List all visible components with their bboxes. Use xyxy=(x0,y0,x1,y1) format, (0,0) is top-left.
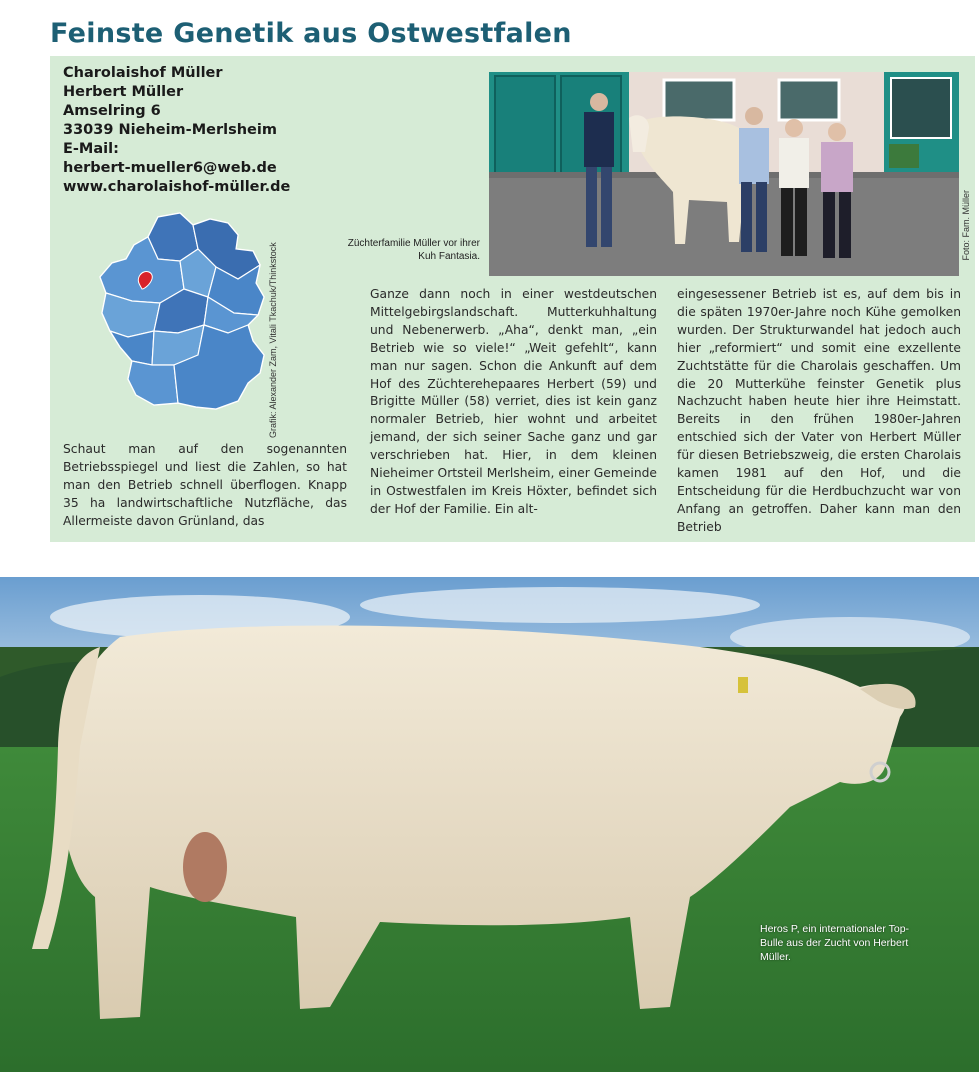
contact-block xyxy=(63,64,383,197)
germany-map xyxy=(88,205,328,445)
article-column-3: eingesessener Betrieb ist es, auf dem bis in die späten 1970er-Jahre noch Kühe gemolken wurden. Der Strukturwandel hat jedoch auch hier „reformiert“ und somit eine exzellente Zuchtstätte für die Charolais geschaffen. Um die 20 Mutterkühe feinster Genetik plus Nachzucht haben heute hier ihre Heimstatt. Bereits in den frühen 1980er-Jahren entschied sich der Vater von Herbert Müller für diesen Betriebszweig, die ersten Charolais kamen 1981 auf den Hof, und die Entscheidung für die Herdbuchzucht war von Anfang an getroffen. Daher kann man den Betrieb xyxy=(677,287,961,534)
contact-website[interactable]: www.charolaishof-müller.de xyxy=(63,179,291,195)
article-column-1: Schaut man auf den sogenannten Betriebsspiegel und liest die Zahlen, so hat man den Betrieb schnell überflogen. Knapp 35 ha landwirtschaftliche Nutzfläche, das Allermeiste davon Grünland, das xyxy=(63,442,347,528)
family-photo-credit: Foto: Fam. Müller xyxy=(961,190,971,261)
contact-line: 33039 Nieheim-Merlsheim xyxy=(63,122,277,138)
map-credit: Grafik: Alexander Zam, Vitali Tkachuk/Thinkstock xyxy=(268,242,278,438)
article-column-2: Ganze dann noch in einer westdeutschen Mittelgebirgslandschaft. Mutterkuhhaltung und Nebenerwerb. „Aha“, denkt man, „ein Betrieb wie so viele!“ „Weit gefehlt“, kann man nur sagen. Schon die Ankunft auf dem Hof des Züchterehepaares Herbert (59) und Brigitte Müller (58) verriet, dies ist kein ganz normaler Betrieb, hier wohnt und arbeitet jemand, der sich seiner Sache ganz und gar verschrieben hat. Hier, in dem kleinen Nieheimer Ortsteil Merlsheim, einer Gemeinde in Ostwestfalen im Kreis Höxter, befindet sich der Hof der Familie. Ein alt- xyxy=(370,287,657,516)
family-photo-image xyxy=(489,72,959,276)
family-photo xyxy=(489,72,959,276)
bull-photo xyxy=(0,577,979,1072)
contact-email[interactable]: herbert-mueller6@web.de xyxy=(63,160,277,176)
bull-photo-caption: Heros P, ein internationaler Top-Bulle aus der Zucht von Herbert Müller. xyxy=(760,923,910,963)
page-title: Feinste Genetik aus Ostwestfalen xyxy=(50,18,572,49)
contact-line: Herbert Müller xyxy=(63,84,184,100)
contact-line: Charolaishof Müller xyxy=(63,65,223,81)
family-photo-caption: Züchterfamilie Müller vor ihrer Kuh Fantasia. xyxy=(347,238,480,262)
contact-line: Amselring 6 xyxy=(63,103,161,119)
germany-map-icon xyxy=(88,205,328,445)
bull-photo-image xyxy=(0,577,979,1072)
contact-line: E-Mail: xyxy=(63,141,119,157)
